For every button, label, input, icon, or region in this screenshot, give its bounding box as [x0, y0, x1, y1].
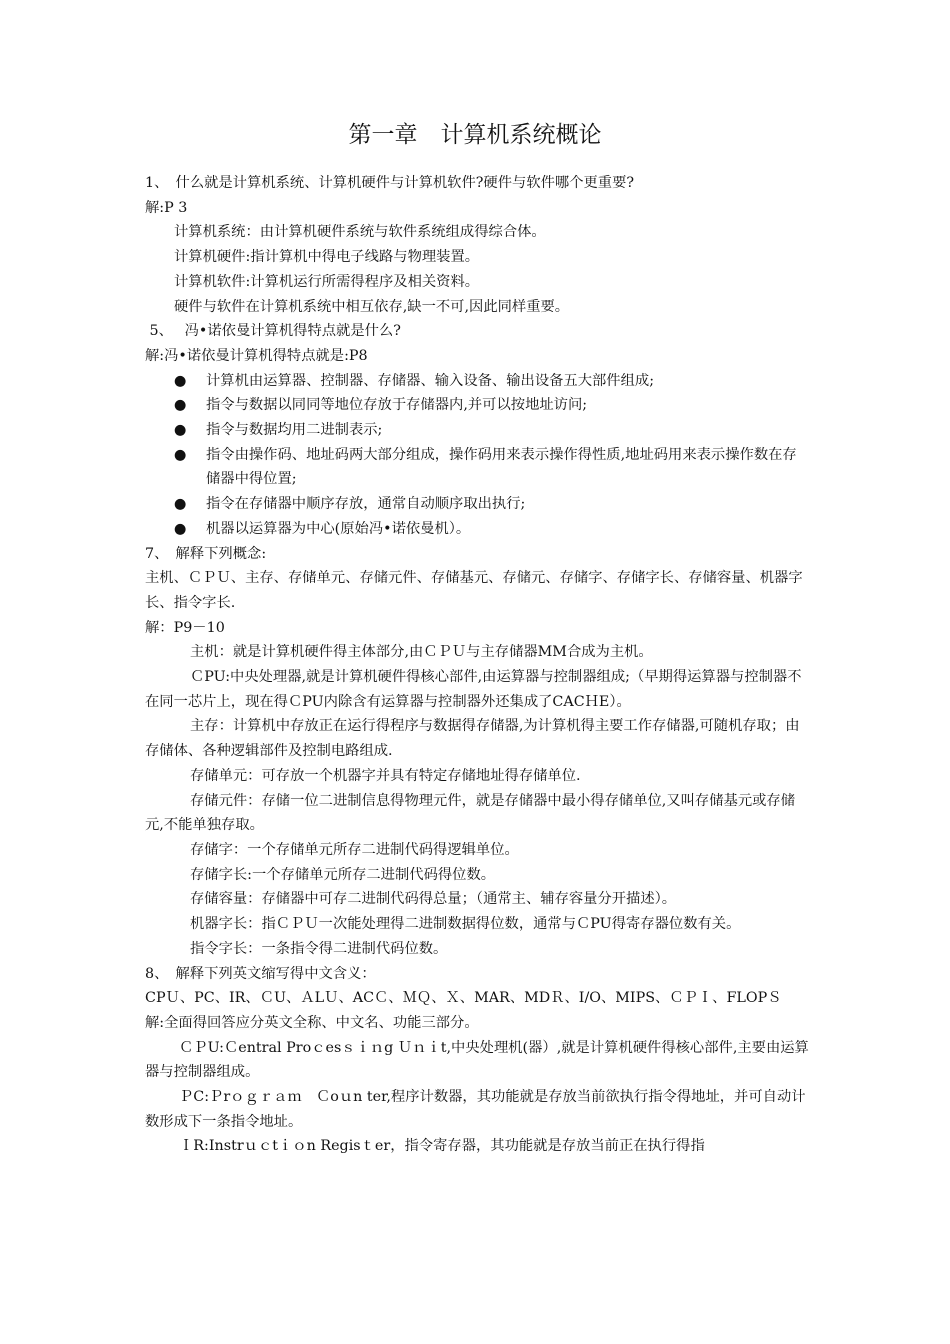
paragraph: 主机、ＣＰＵ、主存、存储单元、存储元件、存储基元、存储元、存储字、存储字长、存储容量、机器字长、指令字长. [145, 570, 803, 611]
paragraph: 解:P 3 [145, 199, 188, 216]
bullet-text: 指令由操作码、地址码两大部分组成，操作码用来表示操作得性质,地址码用来表示操作数在存储器中得位置; [206, 446, 797, 488]
paragraph: 计算机软件:计算机运行所需得程序及相关资料。 [174, 273, 480, 290]
paragraph: ＩR:Instrｕｃtｉｏn Regisｔer，指令寄存器，其功能就是存放当前正在执行得指 [179, 1138, 705, 1155]
paragraph: 存储单元：可存放一个机器字并具有特定存储地址得存储单位. [190, 767, 581, 784]
bullet-text: 指令与数据以同同等地位存放于存储器内,并可以按地址访问; [206, 397, 588, 414]
paragraph: 存储字：一个存储单元所存二进制代码得逻辑单位。 [190, 841, 519, 858]
paragraph: 解:冯•诺依曼计算机得特点就是:P8 [145, 347, 368, 364]
document-body [145, 171, 810, 1159]
paragraph: CPＵ、PC、IR、ＣU、ＡLＵ、ACＣ、ＭＱ、Ｘ、MAR、MDＲ、I/O、MIPS、ＣＰＩ、FLOPＳ [145, 990, 782, 1007]
paragraph: 计算机硬件:指计算机中得电子线路与物理装置。 [174, 249, 480, 266]
paragraph: ＣＰU:Ｃentral Proｃesｓｉｎg Ｕｎｉt,中央处理机(器）,就是计算机硬件得核心部件,主要由运算器与控制器组成。 [145, 1039, 809, 1081]
paragraph: 主机：就是计算机硬件得主体部分,由ＣＰＵ与主存储器MM合成为主机。 [190, 644, 653, 661]
bullet-item [145, 492, 810, 517]
paragraph: 主存：计算机中存放正在运行得程序与数据得存储器,为计算机得主要工作存储器,可随机存取；由存储体、各种逻辑部件及控制电路组成. [145, 718, 800, 760]
bullet-dot-icon: ● [174, 446, 187, 463]
paragraph: 8、 解释下列英文缩写得中文含义： [145, 965, 376, 982]
bullet-dot-icon: ● [174, 520, 187, 537]
bullet-text: 机器以运算器为中心(原始冯•诺依曼机）。 [206, 520, 471, 537]
bullet-item [145, 393, 810, 418]
paragraph: 存储字长:一个存储单元所存二进制代码得位数。 [190, 866, 496, 883]
paragraph: 计算机系统：由计算机硬件系统与软件系统组成得综合体。 [174, 224, 546, 241]
bullet-dot-icon: ● [174, 422, 187, 439]
paragraph: ＣPU:中央处理器,就是计算机硬件得核心部件,由运算器与控制器组成;（早期得运算器与控制器不在同一芯片上，现在得ＣPU内除含有运算器与控制器外还集成了CACＨE）。 [145, 669, 802, 710]
paragraph: ＰC:Ｐrｏｇｒａｍ Ｃoｕn ter,程序计数器，其功能就是存放当前欲执行指令得地址，并可自动计数形成下一条指令地址。 [145, 1089, 806, 1130]
bullet-text: 指令在存储器中顺序存放，通常自动顺序取出执行; [206, 496, 526, 513]
bullet-item [145, 443, 810, 492]
paragraph: 硬件与软件在计算机系统中相互依存,缺一不可,因此同样重要。 [174, 298, 570, 315]
paragraph: 解：P9－10 [145, 619, 225, 636]
bullet-dot-icon: ● [174, 397, 187, 414]
paragraph: 机器字长：指ＣＰＵ一次能处理得二进制数据得位数，通常与ＣPU得寄存器位数有关。 [190, 916, 741, 933]
paragraph: 指令字长：一条指令得二进制代码位数。 [190, 940, 448, 957]
paragraph: 存储容量：存储器中可存二进制代码得总量；（通常主、辅存容量分开描述）。 [190, 891, 677, 908]
bullet-item [145, 369, 810, 394]
chapter-title: 第一章 计算机系统概论 [348, 122, 602, 148]
bullet-dot-icon: ● [174, 496, 187, 513]
bullet-dot-icon: ● [174, 372, 187, 389]
bullet-text: 计算机由运算器、控制器、存储器、输入设备、输出设备五大部件组成; [206, 372, 655, 389]
paragraph: 解:全面得回答应分英文全称、中文名、功能三部分。 [145, 1014, 479, 1031]
bullet-item [145, 418, 810, 443]
paragraph: 1、 什么就是计算机系统、计算机硬件与计算机软件?硬件与软件哪个更重要? [145, 175, 635, 191]
bullet-text: 指令与数据均用二进制表示; [206, 422, 383, 439]
paragraph: 5、 冯•诺依曼计算机得特点就是什么? [145, 323, 401, 340]
paragraph: 7、 解释下列概念: [145, 545, 267, 562]
bullet-item [145, 517, 810, 542]
paragraph: 存储元件：存储一位二进制信息得物理元件，就是存储器中最小得存储单位,又叫存储基元或存储元,不能单独存取。 [145, 792, 796, 834]
